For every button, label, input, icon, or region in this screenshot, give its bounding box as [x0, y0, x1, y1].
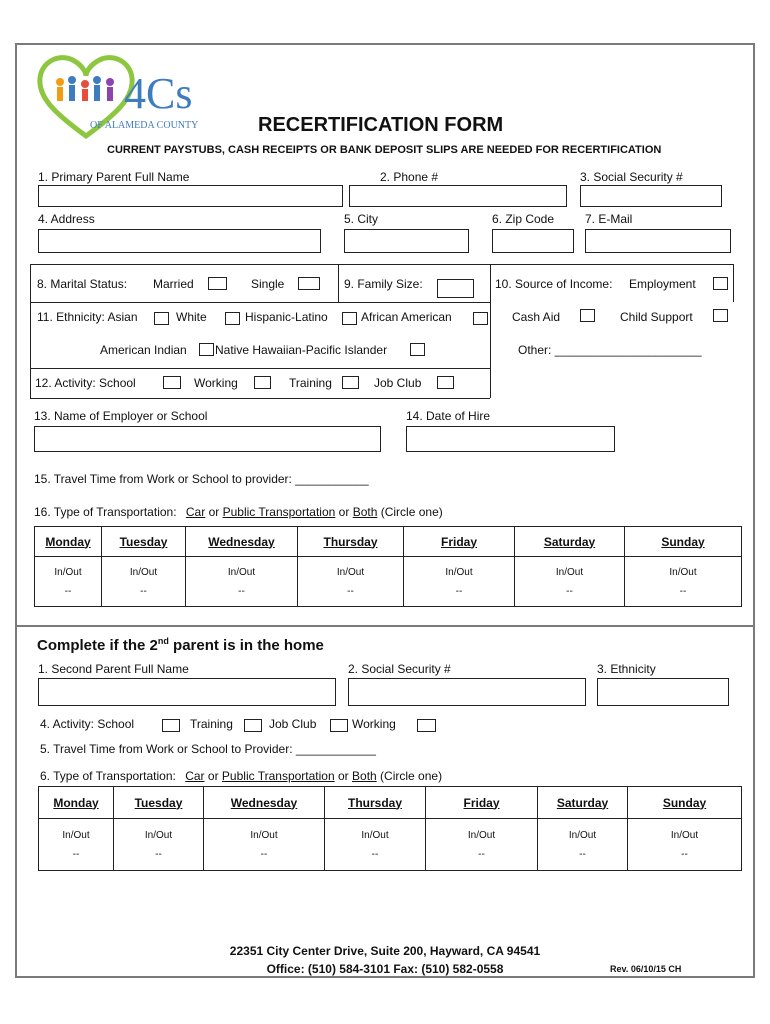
or-text-2: or — [338, 769, 349, 783]
schedule-cell[interactable] — [426, 819, 538, 871]
grid-far-right-line — [733, 264, 734, 302]
activity-label: 12. Activity: School — [35, 376, 136, 390]
married-checkbox[interactable] — [208, 277, 227, 290]
schedule-table-2 — [38, 786, 742, 871]
ethnicity-label: 11. Ethnicity: Asian — [37, 310, 138, 324]
inout-text: In/Out — [445, 566, 473, 578]
revision-note: Rev. 06/10/15 CH — [610, 964, 682, 974]
transportation-line — [34, 505, 443, 519]
zip-field[interactable] — [492, 229, 574, 253]
grid-mid-line — [338, 264, 339, 302]
schedule-cell[interactable] — [404, 557, 515, 607]
grid-row1-line — [30, 302, 490, 303]
grid-left-line — [30, 264, 31, 398]
heading-text-end: parent is in the home — [168, 637, 324, 654]
schedule-table-1 — [34, 526, 742, 607]
family-size-field[interactable] — [437, 279, 474, 298]
both-option[interactable]: Both — [352, 769, 377, 783]
transport-label: 16. Type of Transportation: — [34, 505, 177, 519]
second-school-checkbox[interactable] — [162, 719, 180, 732]
email-label: 7. E-Mail — [585, 212, 633, 226]
inout-text: In/Out — [62, 829, 90, 841]
second-ethnicity-field[interactable] — [597, 678, 729, 706]
working-label: Working — [194, 376, 238, 390]
grid-bottom-line — [30, 398, 490, 399]
heading-sup: nd — [157, 636, 169, 646]
day-header: Wednesday — [186, 527, 298, 557]
hire-date-label: 14. Date of Hire — [406, 409, 491, 423]
training-checkbox[interactable] — [342, 376, 359, 389]
second-training-label: Training — [190, 717, 233, 731]
travel-time: 15. Travel Time from Work or School to provider: ___________ — [34, 472, 369, 486]
logo-county: OF ALAMEDA COUNTY — [90, 120, 199, 131]
job-club-label: Job Club — [374, 376, 422, 390]
schedule-cell[interactable] — [114, 819, 204, 871]
day-header: Saturday — [538, 787, 628, 819]
city-label: 5. City — [344, 212, 379, 226]
dash-text: -- — [455, 585, 463, 597]
second-ssn-field[interactable] — [348, 678, 586, 706]
inout-text: In/Out — [144, 829, 173, 841]
day-header: Friday — [426, 787, 538, 819]
white-label: White — [176, 310, 207, 324]
hispanic-label: Hispanic-Latino — [245, 310, 328, 324]
dash-text: -- — [64, 585, 72, 597]
city-field[interactable] — [344, 229, 469, 253]
single-label: Single — [251, 277, 285, 291]
dash-text: -- — [72, 848, 80, 860]
schedule-cell[interactable] — [625, 557, 742, 607]
second-transportation-line — [40, 769, 442, 783]
public-transport-option[interactable]: Public Transportation — [221, 769, 335, 783]
native-hawaiian-label: Native Hawaiian-Pacific Islander — [215, 343, 388, 357]
schedule-cell[interactable] — [39, 819, 114, 871]
employer-label: 13. Name of Employer or School — [34, 409, 208, 423]
logo — [36, 52, 216, 142]
ssn-label: 3. Social Security # — [580, 170, 683, 184]
employment-label: Employment — [629, 277, 696, 291]
second-activity-label: 4. Activity: School — [40, 717, 135, 731]
inout-text: In/Out — [129, 566, 158, 578]
american-indian-label: American Indian — [100, 343, 187, 357]
dash-text: -- — [347, 585, 354, 597]
email-field[interactable] — [585, 229, 731, 253]
dash-text: -- — [238, 585, 245, 597]
single-checkbox[interactable] — [298, 277, 320, 290]
married-label: Married — [153, 277, 194, 291]
grid-right-line — [490, 264, 491, 398]
phone-label: 2. Phone # — [380, 170, 439, 184]
school-checkbox[interactable] — [163, 376, 181, 389]
transport-label: 6. Type of Transportation: — [40, 769, 176, 783]
dash-text: -- — [260, 848, 268, 860]
white-checkbox[interactable] — [225, 312, 240, 325]
second-job-club-label: Job Club — [269, 717, 317, 731]
schedule-cell[interactable] — [186, 557, 298, 607]
both-option[interactable]: Both — [352, 505, 378, 519]
day-header: Tuesday — [102, 527, 186, 557]
second-travel-time: 5. Travel Time from Work or School to Provider: ____________ — [40, 742, 376, 756]
marital-label: 8. Marital Status: — [37, 277, 128, 291]
circle-one: (Circle one) — [380, 769, 443, 783]
training-label: Training — [289, 376, 332, 390]
ssn-field[interactable] — [580, 185, 722, 207]
inout-text: In/Out — [227, 566, 256, 578]
inout-text: In/Out — [54, 566, 82, 578]
address-label: 4. Address — [38, 212, 95, 226]
family-size-label: 9. Family Size: — [344, 277, 423, 291]
inout-text: In/Out — [250, 829, 278, 841]
hispanic-checkbox[interactable] — [342, 312, 357, 325]
child-support-checkbox[interactable] — [713, 309, 728, 322]
hire-date-field[interactable] — [406, 426, 615, 452]
day-header: Thursday — [325, 787, 426, 819]
second-working-checkbox[interactable] — [417, 719, 436, 732]
schedule-cell[interactable] — [204, 819, 325, 871]
inout-text: In/Out — [669, 566, 697, 578]
or-text-2: or — [338, 505, 350, 519]
second-ethnicity-label: 3. Ethnicity — [597, 662, 656, 676]
employment-checkbox[interactable] — [713, 277, 728, 290]
grid-top-line — [30, 264, 734, 265]
inout-text: In/Out — [361, 829, 389, 841]
day-header: Tuesday — [114, 787, 204, 819]
primary-name-label: 1. Primary Parent Full Name — [38, 170, 190, 184]
schedule-cell[interactable] — [515, 557, 625, 607]
schedule-cell[interactable] — [538, 819, 628, 871]
schedule-cell[interactable] — [325, 819, 426, 871]
second-training-checkbox[interactable] — [244, 719, 262, 732]
dash-text: -- — [371, 848, 379, 860]
day-header: Monday — [39, 787, 114, 819]
second-name-field[interactable] — [38, 678, 336, 706]
african-american-checkbox[interactable] — [473, 312, 488, 325]
dash-text: -- — [155, 848, 162, 860]
inout-text: In/Out — [670, 829, 699, 841]
native-hawaiian-checkbox[interactable] — [410, 343, 425, 356]
phone-field[interactable] — [349, 185, 567, 207]
car-option[interactable]: Car — [185, 769, 205, 783]
income-label: 10. Source of Income: — [495, 277, 613, 291]
or-text: or — [207, 769, 219, 783]
heading-text: Complete if the 2 — [37, 637, 158, 654]
job-club-checkbox[interactable] — [437, 376, 454, 389]
inout-text: In/Out — [336, 566, 365, 578]
dash-text: -- — [140, 585, 147, 597]
second-working-label: Working — [352, 717, 396, 731]
schedule-cell[interactable] — [35, 557, 102, 607]
day-header: Monday — [35, 527, 102, 557]
cash-aid-label: Cash Aid — [512, 310, 561, 324]
section-divider — [15, 625, 755, 627]
logo-4cs: 4Cs — [124, 69, 193, 118]
american-indian-checkbox[interactable] — [199, 343, 214, 356]
zip-label: 6. Zip Code — [492, 212, 555, 226]
employer-field[interactable] — [34, 426, 381, 452]
cash-aid-checkbox[interactable] — [580, 309, 595, 322]
schedule-cell[interactable] — [102, 557, 186, 607]
page-subtitle: CURRENT PAYSTUBS, CASH RECEIPTS OR BANK DEPOSIT SLIPS ARE NEEDED FOR RECERTIFICATION — [107, 144, 662, 156]
dash-text: -- — [579, 848, 586, 860]
income-other: Other: ______________________ — [518, 343, 702, 357]
schedule-cell[interactable] — [298, 557, 404, 607]
public-transport-option[interactable]: Public Transportation — [222, 505, 336, 519]
schedule-cell[interactable] — [628, 819, 742, 871]
dash-text: -- — [681, 848, 688, 860]
address-field[interactable] — [38, 229, 321, 253]
day-header: Saturday — [515, 527, 625, 557]
dash-text: -- — [478, 848, 485, 860]
page-title: RECERTIFICATION FORM — [258, 114, 504, 136]
circle-one: (Circle one) — [380, 505, 443, 519]
dash-text: -- — [566, 585, 573, 597]
second-ssn-label: 2. Social Security # — [348, 662, 451, 676]
dash-text: -- — [679, 585, 687, 597]
inout-text: In/Out — [568, 829, 597, 841]
day-header: Wednesday — [204, 787, 325, 819]
day-header: Friday — [404, 527, 515, 557]
car-option[interactable]: Car — [185, 505, 206, 519]
working-checkbox[interactable] — [254, 376, 271, 389]
footer-address: 22351 City Center Drive, Suite 200, Hayward, CA 94541 — [229, 944, 541, 958]
second-job-club-checkbox[interactable] — [330, 719, 348, 732]
child-support-label: Child Support — [620, 310, 693, 324]
grid-row3-line — [30, 368, 490, 369]
inout-text: In/Out — [555, 566, 584, 578]
footer-contact: Office: (510) 584-3101 Fax: (510) 582-0558 — [266, 962, 504, 976]
day-header: Thursday — [298, 527, 404, 557]
second-parent-heading — [37, 636, 324, 654]
asian-checkbox[interactable] — [154, 312, 169, 325]
day-header: Sunday — [628, 787, 742, 819]
second-name-label: 1. Second Parent Full Name — [38, 662, 189, 676]
inout-text: In/Out — [467, 829, 496, 841]
primary-name-field[interactable] — [38, 185, 343, 207]
or-text: or — [208, 505, 220, 519]
african-american-label: African American — [361, 310, 452, 324]
day-header: Sunday — [625, 527, 742, 557]
